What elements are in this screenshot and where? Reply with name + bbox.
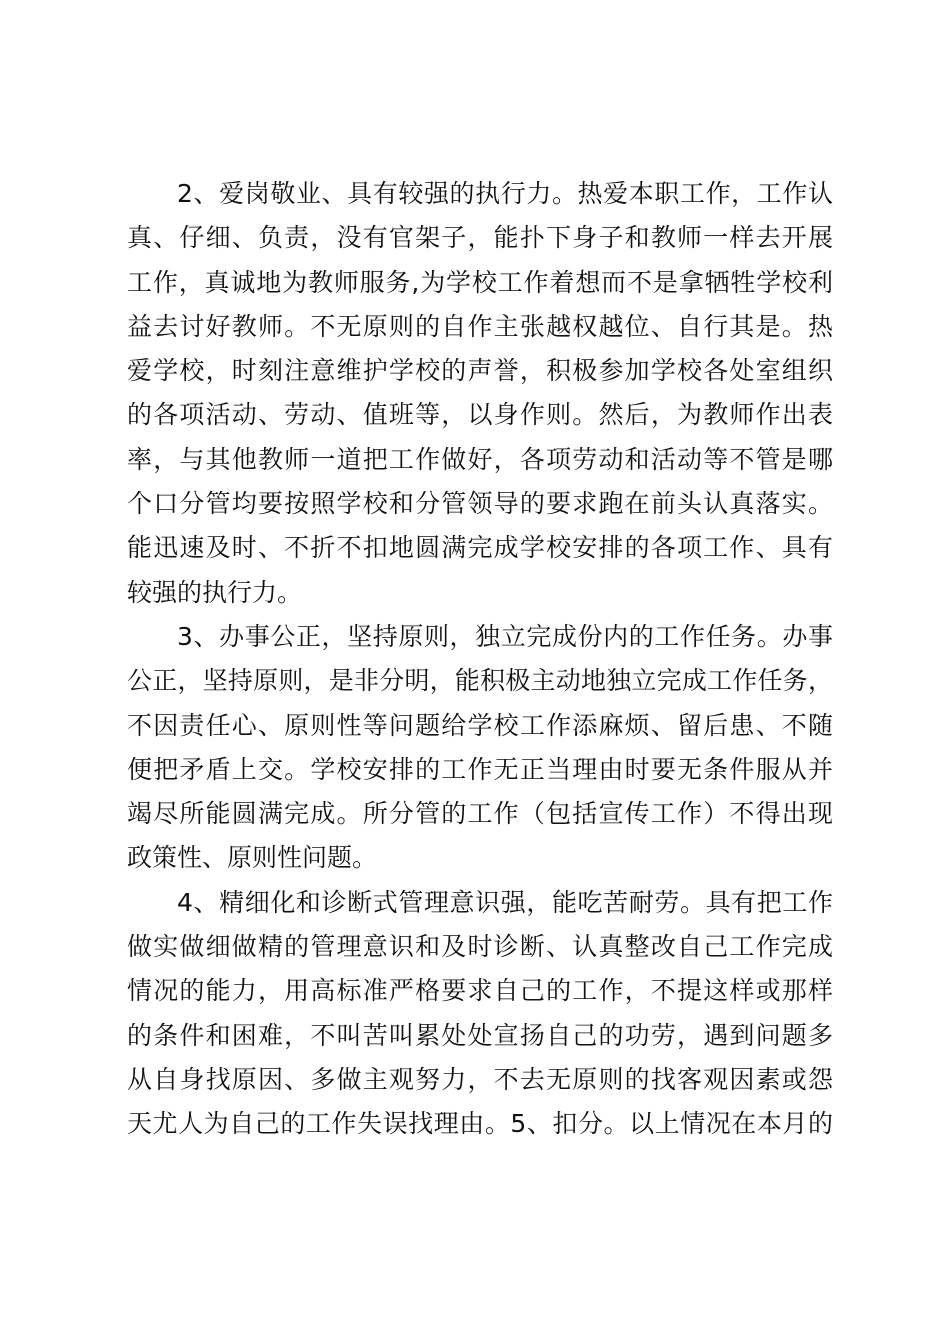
paragraph-2-line: 2、爱岗敬业、具有较强的执行力。热爱本职工作，工作认 bbox=[177, 179, 833, 208]
paragraph-3-line: 3、办事公正，坚持原则，独立完成份内的工作任务。办事 bbox=[177, 621, 833, 651]
paragraph-4-line: 做实做细做精的管理意识和及时诊断、认真整改自己工作完成 bbox=[127, 932, 833, 962]
paragraph-4-line: 天尤人为自己的工作失误找理由。5、扣分。以上情况在本月的 bbox=[127, 1109, 833, 1139]
paragraph-2-line: 率，与其他教师一道把工作做好，各项劳动和活动等不管是哪 bbox=[127, 444, 833, 474]
paragraph-2-line: 工作，真诚地为教师服务,为学校工作着想而不是拿牺牲学校利 bbox=[127, 267, 833, 297]
paragraph-3-line: 竭尽所能圆满完成。所分管的工作（包括宣传工作）不得出现 bbox=[127, 799, 833, 829]
paragraph-4-line: 情况的能力，用高标准严格要求自己的工作，不提这样或那样 bbox=[127, 976, 833, 1006]
paragraph-2-line: 爱学校，时刻注意维护学校的声誉，积极参加学校各处室组织 bbox=[127, 356, 833, 386]
paragraph-4-line: 4、精细化和诊断式管理意识强，能吃苦耐劳。具有把工作 bbox=[177, 887, 833, 917]
paragraph-3-line: 不因责任心、原则性等问题给学校工作添麻烦、留后患、不随 bbox=[127, 710, 833, 740]
paragraph-2-line: 较强的执行力。 bbox=[127, 577, 303, 607]
paragraph-2-line: 真、仔细、负责，没有官架子，能扑下身子和教师一样去开展 bbox=[127, 223, 833, 253]
paragraph-4-line: 的条件和困难，不叫苦叫累处处宣扬自己的功劳，遇到问题多 bbox=[127, 1020, 833, 1050]
paragraph-2-line: 益去讨好教师。不无原则的自作主张越权越位、自行其是。热 bbox=[127, 311, 833, 341]
paragraph-3-line: 政策性、原则性问题。 bbox=[127, 843, 378, 873]
paragraph-4-line: 从自身找原因、多做主观努力，不去无原则的找客观因素或怨 bbox=[127, 1064, 833, 1094]
paragraph-2-line: 能迅速及时、不折不扣地圆满完成学校安排的各项工作、具有 bbox=[127, 533, 833, 563]
paragraph-2-line: 的各项活动、劳动、值班等，以身作则。然后，为教师作出表 bbox=[127, 400, 833, 430]
paragraph-3-line: 便把矛盾上交。学校安排的工作无正当理由时要无条件服从并 bbox=[127, 754, 833, 784]
paragraph-3-line: 公正，坚持原则，是非分明，能积极主动地独立完成工作任务， bbox=[127, 666, 833, 696]
paragraph-2-line: 个口分管均要按照学校和分管领导的要求跑在前头认真落实。 bbox=[127, 489, 833, 519]
document-body bbox=[127, 172, 833, 1147]
